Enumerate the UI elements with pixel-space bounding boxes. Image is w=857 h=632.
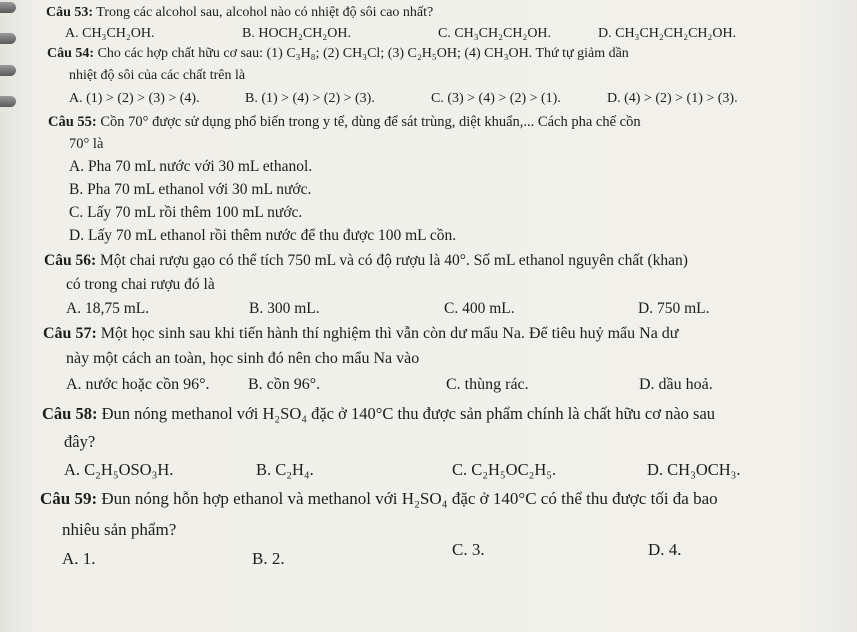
question-text-cont: nhiêu sản phẩm? bbox=[62, 520, 177, 539]
question-text: Đun nóng methanol với H₂SO₄ đặc ở 140°C thu được sản phẩm chính là chất hữu cơ nào sau bbox=[97, 404, 716, 423]
question-number: Câu 53: bbox=[46, 5, 94, 20]
question-number: Câu 55: bbox=[48, 114, 97, 130]
option-b: B. 2. bbox=[252, 549, 285, 568]
option-c: C. 3. bbox=[452, 540, 485, 559]
question-text-cont: có trong chai rượu đó là bbox=[66, 276, 215, 293]
binder-ring-icon bbox=[0, 33, 16, 44]
question-text: Đun nóng hỗn hợp ethanol và methanol với H₂SO₄ đặc ở 140°C có thể thu được tối đa bao bbox=[97, 489, 718, 508]
question-58 bbox=[42, 404, 715, 424]
option-a: A. (1) > (2) > (3) > (4). bbox=[69, 91, 200, 106]
option-a: A. CH₃CH₂OH. bbox=[65, 26, 155, 41]
option-c: C. (3) > (4) > (2) > (1). bbox=[431, 91, 561, 106]
option-d: D. (4) > (2) > (1) > (3). bbox=[607, 91, 738, 106]
option-c: C. 400 mL. bbox=[444, 300, 515, 317]
binder-ring-icon bbox=[0, 96, 16, 107]
question-text-cont: đây? bbox=[64, 432, 96, 451]
option-d: D. 4. bbox=[648, 540, 682, 559]
option-a: A. 1. bbox=[62, 549, 96, 568]
question-54 bbox=[47, 44, 629, 64]
option-d: D. Lấy 70 mL ethanol rồi thêm nước để thu được 100 mL cồn. bbox=[69, 227, 457, 244]
option-a: A. C₂H₅OSO₃H. bbox=[64, 460, 174, 479]
question-57 bbox=[43, 324, 678, 344]
question-56 bbox=[44, 251, 688, 271]
option-d: D. CH₃OCH₃. bbox=[647, 460, 741, 479]
question-text: Cho các hợp chất hữu cơ sau: (1) C₃H₈; (2) CH₃Cl; (3) C₂H₅OH; (4) CH₃OH. Thứ tự giảm dần bbox=[94, 46, 629, 61]
question-text-cont: 70° là bbox=[69, 136, 104, 152]
option-a: A. nước hoặc cồn 96°. bbox=[66, 376, 210, 393]
option-d: D. CH₃CH₂CH₂CH₂OH. bbox=[598, 26, 737, 41]
option-b: B. (1) > (4) > (2) > (3). bbox=[245, 91, 375, 106]
question-text: Một chai rượu gạo có thể tích 750 mL và có độ rượu là 40°. Số mL ethanol nguyên chất (khan) bbox=[96, 252, 688, 269]
question-53 bbox=[46, 3, 433, 23]
option-b: B. cồn 96°. bbox=[248, 376, 321, 393]
question-number: Câu 57: bbox=[43, 325, 97, 342]
option-b: B. 300 mL. bbox=[249, 300, 320, 317]
option-d: D. dầu hoả. bbox=[639, 376, 713, 393]
option-d: D. 750 mL. bbox=[638, 300, 710, 317]
option-a: A. Pha 70 mL nước với 30 mL ethanol. bbox=[69, 158, 313, 175]
option-c: C. Lấy 70 mL rồi thêm 100 mL nước. bbox=[69, 204, 303, 221]
option-c: C. CH₃CH₂CH₂OH. bbox=[438, 26, 552, 41]
option-c: C. C₂H₅OC₂H₅. bbox=[452, 460, 557, 479]
question-text-cont: này một cách an toàn, học sinh đó nên cho mẩu Na vào bbox=[66, 350, 420, 367]
question-text: Cồn 70° được sử dụng phổ biến trong y tế, dùng để sát trùng, diệt khuẩn,... Cách pha chế cồn bbox=[96, 114, 641, 130]
binder-ring-icon bbox=[0, 65, 16, 76]
option-b: B. HOCH₂CH₂OH. bbox=[242, 26, 351, 41]
option-b: B. C₂H₄. bbox=[256, 460, 314, 479]
option-a: A. 18,75 mL. bbox=[66, 300, 150, 317]
question-number: Câu 59: bbox=[40, 489, 98, 508]
option-c: C. thùng rác. bbox=[446, 376, 529, 393]
question-55 bbox=[48, 112, 641, 132]
binder-ring-icon bbox=[0, 2, 16, 13]
question-number: Câu 56: bbox=[44, 252, 97, 269]
question-number: Câu 58: bbox=[42, 404, 98, 423]
option-b: B. Pha 70 mL ethanol với 30 mL nước. bbox=[69, 181, 312, 198]
question-text-cont: nhiệt độ sôi của các chất trên là bbox=[69, 68, 246, 83]
question-number: Câu 54: bbox=[47, 46, 95, 61]
question-59 bbox=[40, 489, 718, 509]
question-text: Trong các alcohol sau, alcohol nào có nhiệt độ sôi cao nhất? bbox=[93, 5, 434, 20]
question-text: Một học sinh sau khi tiến hành thí nghiệm thì vẫn còn dư mẩu Na. Để tiêu huỷ mẩu Na dư bbox=[96, 325, 679, 342]
